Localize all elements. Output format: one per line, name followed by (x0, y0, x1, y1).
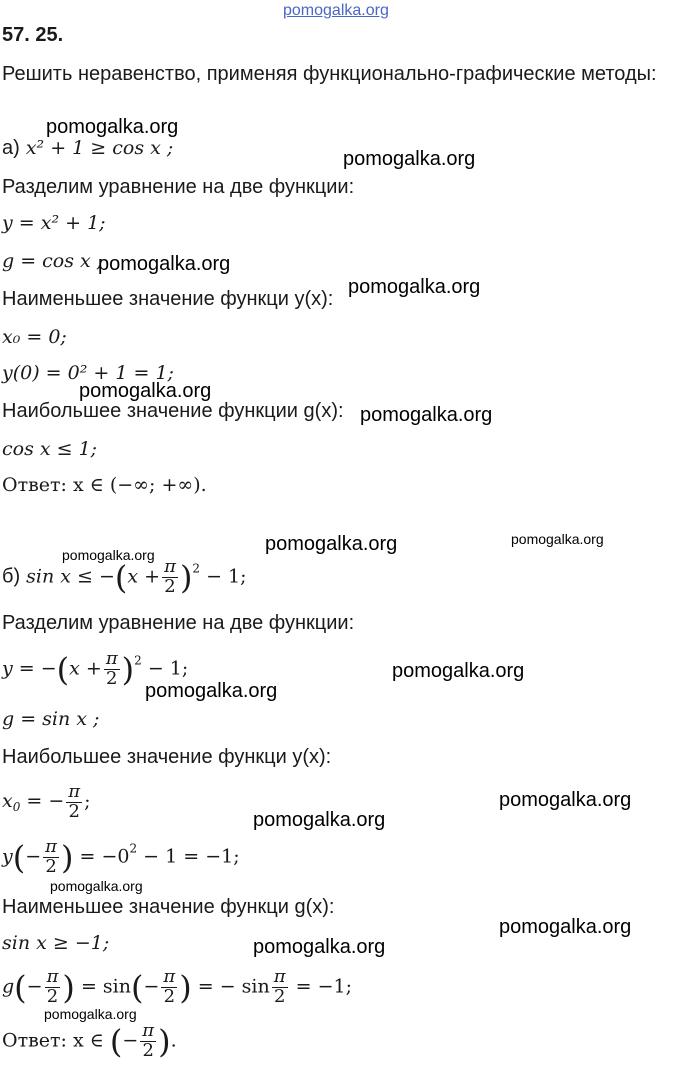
watermark: pomogalka.org (392, 660, 525, 682)
watermark: pomogalka.org (511, 531, 604, 547)
part-a-y0: y(0) = 0² + 1 = 1; (2, 362, 174, 384)
part-b-x0: $x_0$ = − $\frac{\pi}{2}$ ; (2, 781, 91, 822)
part-b-inequality: б) sin x ≤ −(x + $\frac{\pi}{2}$ )$^2$ − 1; (2, 556, 247, 597)
part-a-min-text: Наименьшее значение функци y(x): (2, 288, 334, 310)
part-a-g-definition: g = cos x ; (2, 250, 104, 272)
watermark: pomogalka.org (253, 936, 386, 958)
part-b-max-text: Наибольшее значение функци y(x): (2, 746, 332, 768)
part-a-x0: x₀ = 0; (2, 326, 67, 348)
part-a-answer: Ответ: x ∈ (−∞; +∞). (2, 474, 207, 496)
problem-number: 57. 25. (2, 24, 64, 46)
part-a-inequality: а) x² + 1 ≥ cos x ; (2, 137, 174, 159)
watermark-top-link[interactable]: pomogalka.org (283, 2, 389, 19)
watermark: pomogalka.org (499, 789, 632, 811)
part-b-g-definition: g = sin x ; (2, 708, 100, 730)
part-b-split-text: Разделим уравнение на две функции: (2, 612, 355, 634)
part-b-sin-bound: sin x ≥ −1; (2, 932, 110, 954)
watermark: pomogalka.org (265, 533, 398, 555)
watermark: pomogalka.org (50, 878, 143, 894)
watermark: pomogalka.org (360, 404, 493, 426)
watermark: pomogalka.org (343, 148, 476, 170)
part-b-y-definition: y = −(x + $\frac{\pi}{2}$ )$^2$ − 1; (2, 648, 189, 689)
watermark: pomogalka.org (253, 809, 386, 831)
watermark: pomogalka.org (46, 116, 179, 138)
part-a-cos-bound: cos x ≤ 1; (2, 438, 98, 460)
watermark: pomogalka.org (348, 276, 481, 298)
watermark: pomogalka.org (145, 680, 278, 702)
watermark: pomogalka.org (62, 547, 155, 563)
task-statement: Решить неравенство, применяя функционально-графические методы: (2, 63, 657, 85)
part-b-g-value: g(− $\frac{\pi}{2}$ ) = sin(− $\frac{\pi}{2}$ ) = − sin $\frac{\pi}{2}$ = −1; (2, 966, 353, 1007)
part-a-split-text: Разделим уравнение на две функции: (2, 176, 355, 198)
watermark: pomogalka.org (44, 1006, 137, 1022)
watermark: pomogalka.org (98, 253, 231, 275)
part-a-max-text: Наибольшее значение функции g(x): (2, 400, 344, 422)
watermark: pomogalka.org (499, 916, 632, 938)
watermark: pomogalka.org (79, 380, 212, 402)
part-a-y-definition: y = x² + 1; (2, 212, 106, 234)
part-b-y-value: y(− $\frac{\pi}{2}$ ) = $-0^2 - 1 = -1$; (2, 836, 240, 877)
part-b-min-text: Наименьшее значение функци g(x): (2, 896, 335, 918)
part-b-answer: Ответ: x ∈ (− $\frac{\pi}{2}$ ). (2, 1020, 177, 1061)
